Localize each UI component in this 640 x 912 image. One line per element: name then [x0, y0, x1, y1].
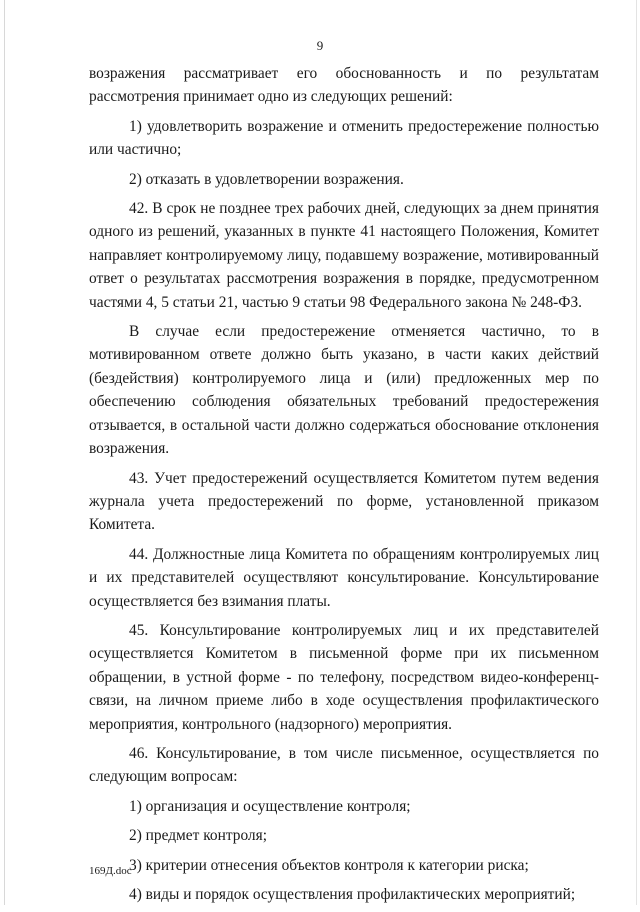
list-item: 2) предмет контроля; [129, 827, 267, 845]
paragraph: 2) отказать в удовлетворении возражения. [129, 170, 404, 188]
scan-edge-right [636, 0, 637, 905]
paragraph: 1) удовлетворить возражение и отменить предостережение полностью или частично; [89, 117, 599, 159]
page-number: 9 [316, 38, 324, 53]
paragraph: 45. Консультирование контролируемых лиц и их представителей осуществляется Комитетом в письменной форме при их письменном обращении, в устной форме - по телефону, посредством видео-конференц-связи, на личном приеме либо в ходе осуществления профилактического мероприятия, контрольного (надзорного) мероприятия. [89, 621, 599, 733]
paragraph: В случае если предостережение отменяется частично, то в мотивированном ответе должно быть указано, в части каких действий (бездействия) контролируемого лица и (или) предложенных мер по обеспечению соблюдения обязательных требований предостережения отзывается, в остальной части должно содержаться обоснование отклонения возражения. [89, 323, 599, 458]
footer-filename: 169Д.doc [89, 865, 132, 877]
scan-edge-left [4, 0, 5, 905]
document-body [89, 62, 599, 912]
paragraph: 42. В срок не позднее трех рабочих дней, следующих за днем принятия одного из решений, указанных в пункте 41 настоящего Положения, Комитет направляет контролируемому лицу, подавшему возражение, мотивированный ответ о результатах рассмотрения возражения в порядке, предусмотренном частями 4, 5 статьи 21, частью 9 статьи 98 Федерального закона № 248-ФЗ. [89, 200, 599, 311]
paragraph: 43. Учет предостережений осуществляется Комитетом путем ведения журнала учета предостережений по форме, установленной приказом Комитета. [89, 469, 599, 534]
paragraph: 44. Должностные лица Комитета по обращениям контролируемых лиц и их представителей осуществляют консультирование. Консультирование осуществляется без взимания платы. [89, 545, 599, 610]
list-item: 4) виды и порядок осуществления профилактических мероприятий; [129, 886, 576, 903]
list-item: 3) критерии отнесения объектов контроля к категории риска; [129, 856, 529, 874]
paragraph: 46. Консультирование, в том числе письменное, осуществляется по следующим вопросам: [89, 744, 599, 786]
list-item: 1) организация и осуществление контроля; [129, 797, 411, 815]
paragraph: возражения рассматривает его обоснованность и по результатам рассмотрения принимает одно из следующих решений: [89, 65, 599, 106]
